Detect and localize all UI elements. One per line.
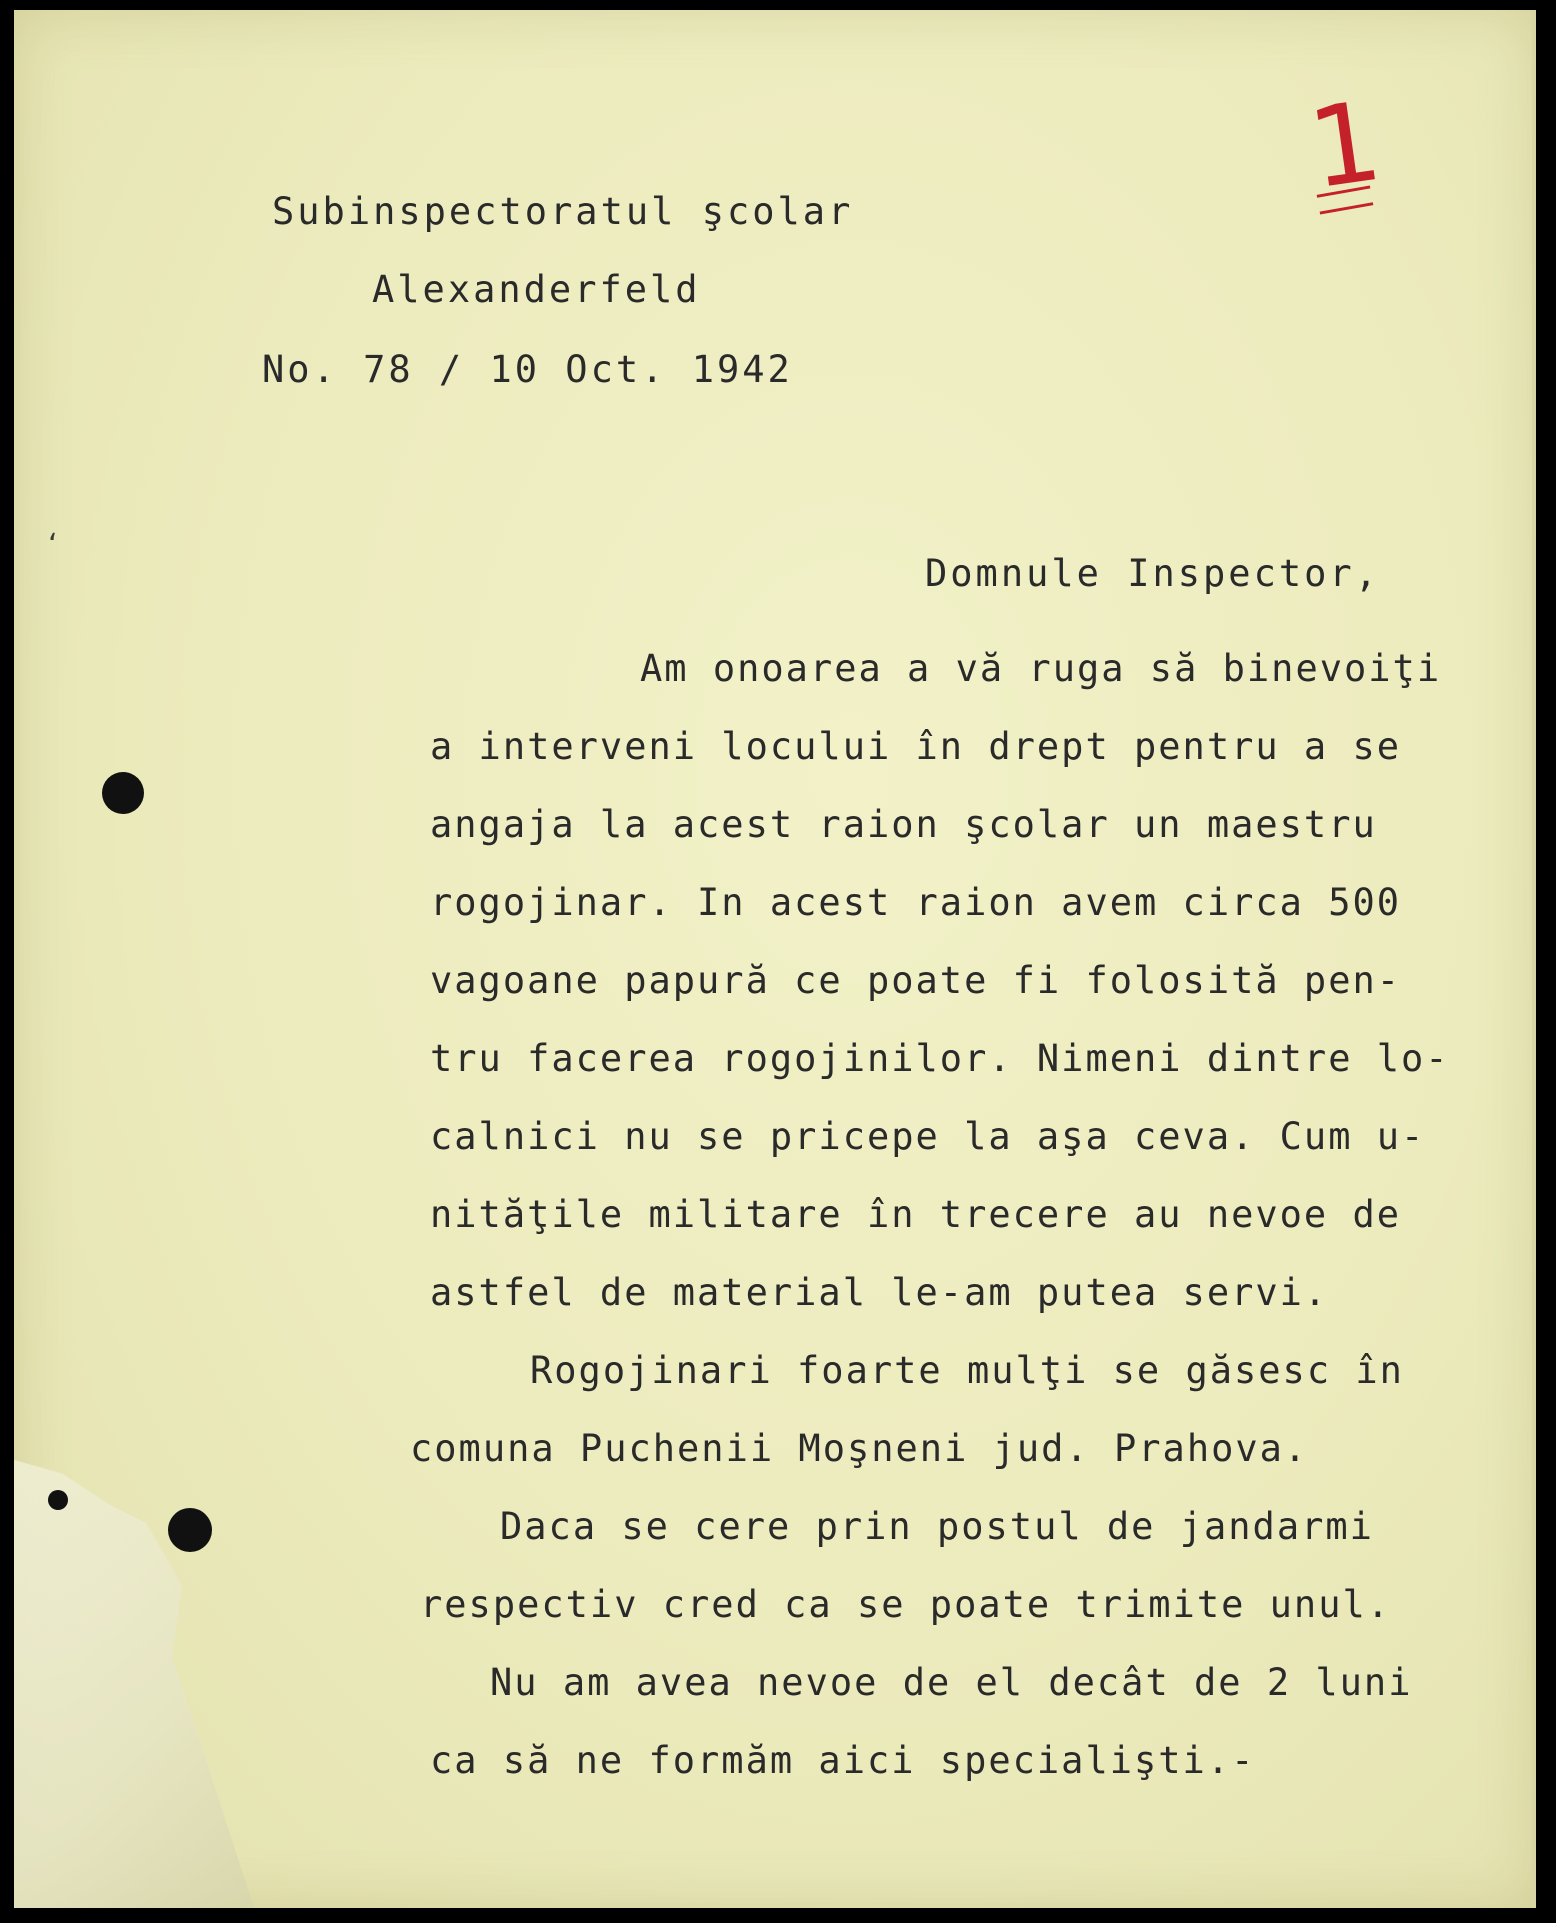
body-line: a interveni locului în drept pentru a se [430,725,1402,768]
body-line: tru facerea rogojinilor. Nimeni dintre lo- [430,1037,1450,1080]
punch-hole-upper [102,772,144,814]
office-place: Alexanderfeld [372,268,701,311]
registration-number: No. 78 / 10 Oct. 1942 [262,348,793,391]
body-line: vagoane papură ce poate fi folosită pen- [430,959,1402,1002]
body-line: Rogojinari foarte mulţi se găsesc în [530,1349,1404,1392]
body-line: astfel de material le-am putea servi. [430,1271,1329,1314]
margin-tick-mark: ʻ [48,528,58,563]
body-line: Daca se cere prin postul de jandarmi [500,1505,1374,1548]
folio-number: 1 [1301,76,1389,214]
punch-hole-edge [48,1490,68,1510]
torn-corner [14,1460,254,1908]
body-line: respectiv cred ca se poate trimite unul. [420,1583,1392,1626]
punch-hole-lower [168,1508,212,1552]
body-line: comuna Puchenii Moşneni jud. Prahova. [410,1427,1309,1470]
body-line: Nu am avea nevoe de el decât de 2 luni [490,1661,1413,1704]
body-line: calnici nu se pricepe la aşa ceva. Cum u- [430,1115,1426,1158]
body-line: angaja la acest raion şcolar un maestru [430,803,1377,846]
page-edge [1532,10,1536,1908]
letter-body [410,630,1520,1800]
body-line: nităţile militare în trecere au nevoe de [430,1193,1402,1236]
body-line: Am onoarea a vă ruga să binevoiţi [640,647,1442,690]
salutation: Domnule Inspector, [925,552,1380,595]
body-line: ca să ne formăm aici specialişti.- [430,1739,1256,1782]
office-title: Subinspectoratul şcolar [272,190,854,233]
body-line: rogojinar. In acest raion avem circa 500 [430,881,1402,924]
